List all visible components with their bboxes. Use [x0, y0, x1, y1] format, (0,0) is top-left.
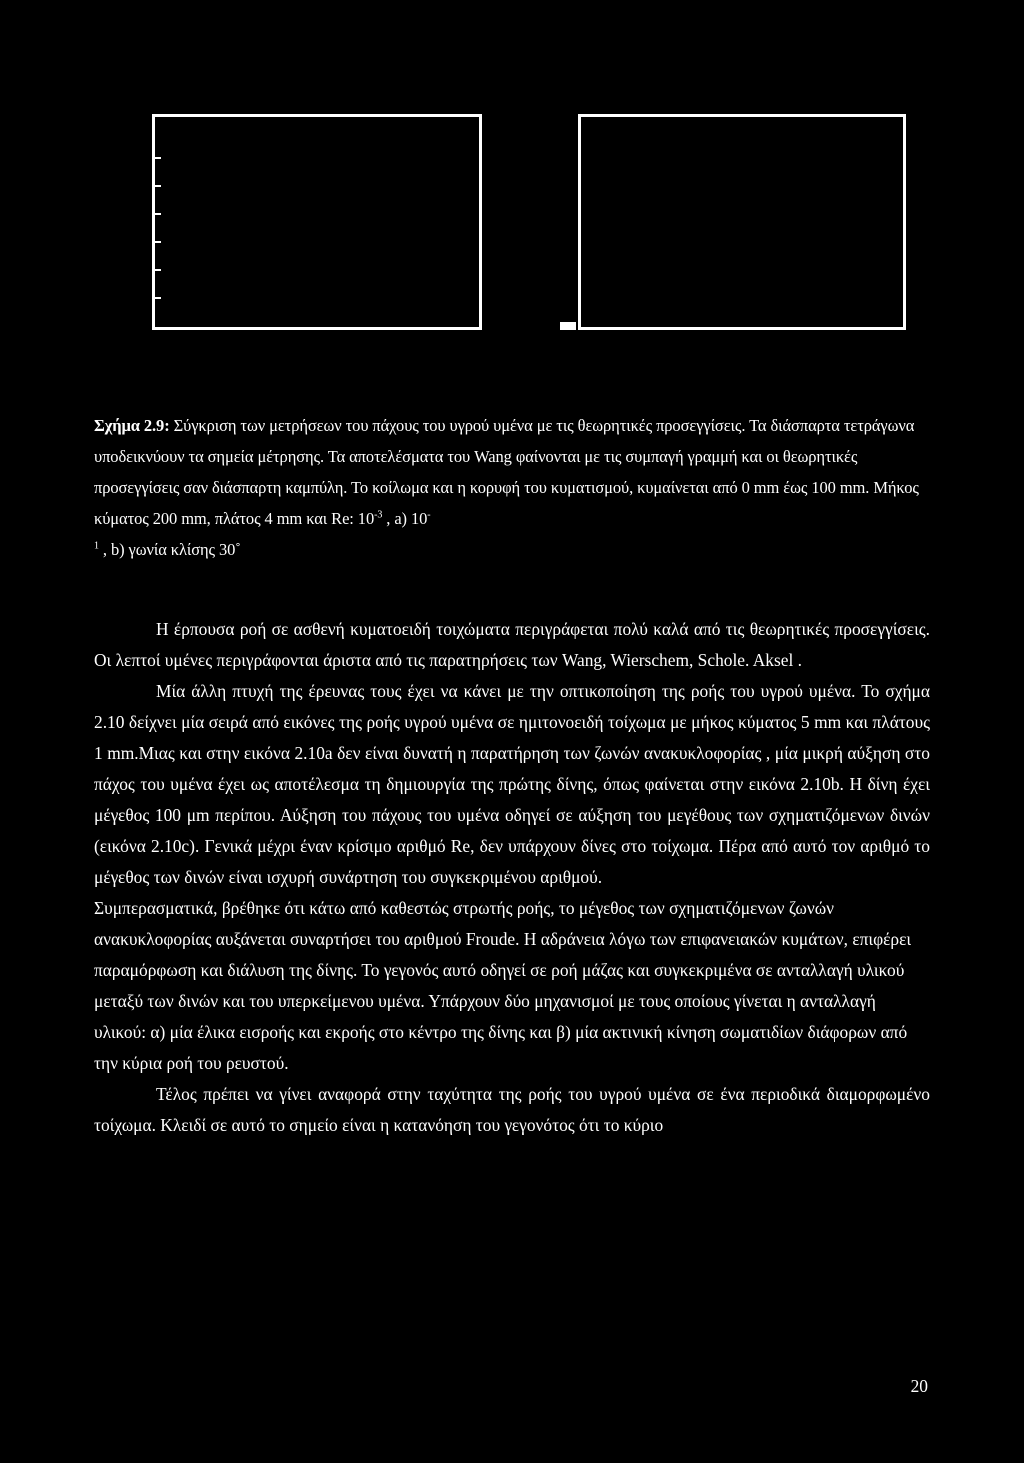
- figure-panel-left: [152, 114, 482, 330]
- axis-tick: [155, 297, 161, 299]
- axis-tick: [155, 241, 161, 243]
- caption-label: Σχήμα 2.9:: [94, 416, 170, 435]
- axis-tick: [155, 213, 161, 215]
- axis-tick: [155, 185, 161, 187]
- caption-text: , b) γωνία κλίσης 30˚: [98, 540, 241, 559]
- caption-superscript: -: [427, 509, 431, 521]
- figure-corner-mark: [560, 322, 576, 330]
- page-number: 20: [910, 1376, 928, 1396]
- figure-caption: [94, 410, 930, 565]
- axis-tick: [155, 269, 161, 271]
- paragraph: Μία άλλη πτυχή της έρευνας τους έχει να κάνει με την οπτικοποίηση της ροής του υγρού υμένα. Το σχήμα 2.10 δείχνει μία σειρά από εικόνες της ροής υγρού υμένα σε ημιτονοειδή τοίχωμα με μήκος κύματος 5 mm και πλάτους 1 mm.Μιας και στην εικόνα 2.10a δεν είναι δυνατή η παρατήρηση των ζωνών ανακυκλοφορίας , μία μικρή αύξηση στο πάχος του υμένα έχει ως αποτέλεσμα τη δημιουργία της πρώτης δίνης, όπως φαίνεται στην εικόνα 2.10b. Η δίνη έχει μέγεθος 100 μm περίπου. Αύξηση του πάχους του υμένα οδηγεί σε αύξηση του μεγέθους των σχηματιζόμενων δινών (εικόνα 2.10c). Γενικά μέχρι έναν κρίσιμο αριθμό Re, δεν υπάρχουν δίνες στο τοίχωμα. Πέρα από αυτό τον αριθμό το μέγεθος των δινών είναι ισχυρή συνάρτηση του συγκεκριμένου αριθμού.: [94, 681, 930, 887]
- caption-superscript: 1: [94, 540, 99, 552]
- caption-text: , a) 10: [382, 509, 428, 528]
- paragraph: Συμπερασματικά, βρέθηκε ότι κάτω από καθεστώς στρωτής ροής, το μέγεθος των σχηματιζόμενων ζωνών ανακυκλοφορίας αυξάνεται συναρτήσει του αριθμού Froude. Η αδράνεια λόγω των επιφανειακών κυμάτων, επιφέρει παραμόρφωση και διάλυση της δίνης. Το γεγονός αυτό οδηγεί σε ροή μάζας και συγκεκριμένα σε ανταλλαγή υλικού μεταξύ των δινών και του υπερκείμενου υμένα. Υπάρχουν δύο μηχανισμοί με τους οποίους γίνεται η ανταλλαγή υλικού: α) μία έλικα εισροής και εκροής στο κέντρο της δίνης και β) μία ακτινική κίνηση σωματιδίων διάφορων από την κύρια ροή του ρευστού.: [94, 898, 912, 1073]
- body-text: [94, 614, 930, 1141]
- figure-panel-right: [578, 114, 906, 330]
- paragraph: Τέλος πρέπει να γίνει αναφορά στην ταχύτητα της ροής του υγρού υμένα σε ένα περιοδικά διαμορφωμένο τοίχωμα. Κλειδί σε αυτό το σημείο είναι η κατανόηση του γεγονότος ότι το κύριο: [94, 1084, 930, 1135]
- caption-superscript: -3: [374, 509, 383, 521]
- caption-text: Σύγκριση των μετρήσεων του πάχους του υγρού υμένα με τις θεωρητικές προσεγγίσεις. Τα διάσπαρτα τετράγωνα υποδεικνύουν τα σημεία μέτρησης. Τα αποτελέσματα του Wang φαίνονται με τις συμπαγή γραμμή και οι θεωρητικές προσεγγίσεις σαν διάσπαρτη καμπύλη. Το κοίλωμα και η κορυφή του κυματισμού, κυμαίνεται από 0 mm έως 100 mm. Μήκος κύματος 200 mm, πλάτος 4 mm και Re: 10: [94, 416, 919, 528]
- paragraph: Η έρπουσα ροή σε ασθενή κυματοειδή τοιχώματα περιγράφεται πολύ καλά από τις θεωρητικές προσεγγίσεις. Οι λεπτοί υμένες περιγράφονται άριστα από τις παρατηρήσεις των Wang, Wierschem, Schole. Aksel .: [94, 619, 930, 670]
- axis-tick: [155, 157, 161, 159]
